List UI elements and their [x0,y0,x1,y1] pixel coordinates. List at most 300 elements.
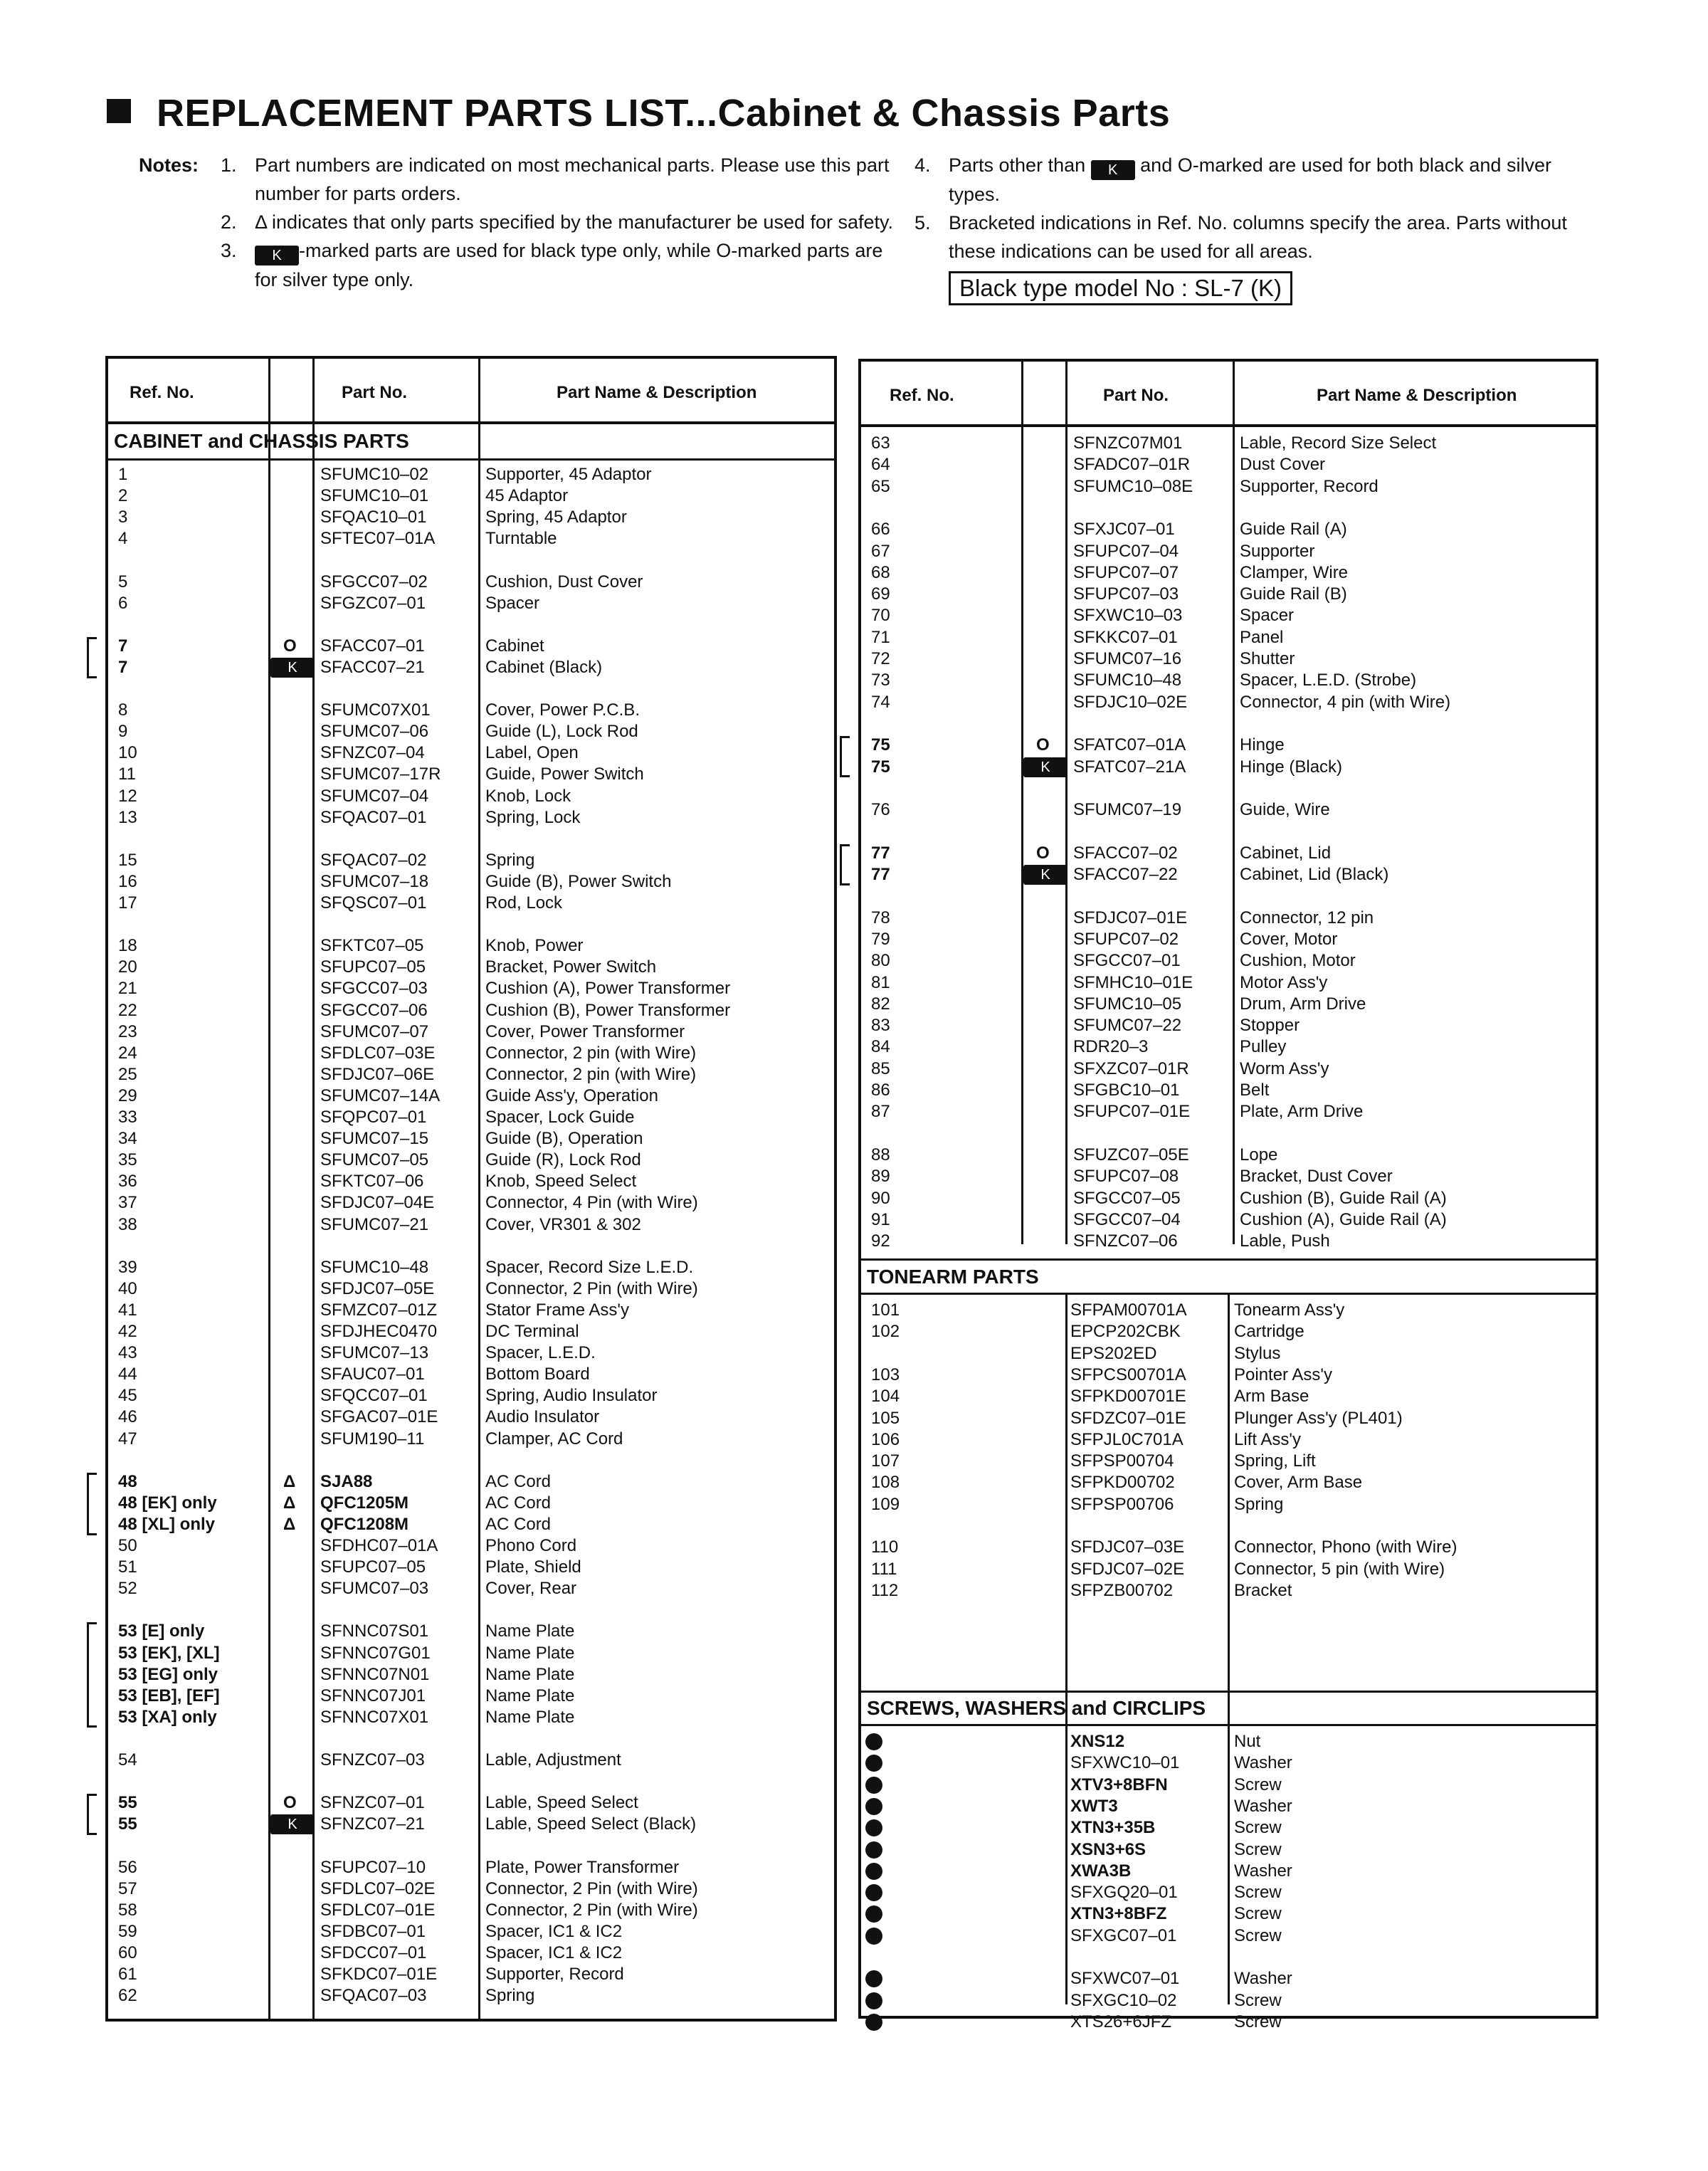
group-bracket [87,637,97,678]
black-type-mark-icon: K [1023,865,1068,885]
part-description: Rod, Lock [485,893,563,913]
table-row [861,670,1596,691]
part-number: XWT3 [1070,1796,1118,1816]
part-description: Bracket [1234,1580,1292,1600]
table-row [108,1814,834,1835]
ref-number: 53 [E] only [118,1621,205,1641]
table-row [108,1750,834,1771]
part-number: SFUMC07–16 [1073,649,1182,668]
table-row [108,721,834,742]
ref-number: 40 [118,1278,137,1298]
ref-number: 18 [118,936,137,956]
part-number: SFQAC07–03 [320,1986,427,2006]
table-row [108,742,834,764]
part-description: Name Plate [485,1621,575,1641]
table-row [861,799,1596,821]
group-bracket [87,1622,97,1728]
part-number: SFPCS00701A [1070,1365,1186,1384]
table-row [108,464,834,485]
table-row [861,1559,1596,1580]
table-row [108,786,834,807]
part-description: Phono Cord [485,1536,577,1555]
part-number: SFGCC07–02 [320,572,428,592]
part-number: SFACC07–02 [1073,843,1178,863]
part-number: SFMHC10–01E [1073,972,1193,992]
note-3: 3. K -marked parts are used for black type only, while O-marked parts are for silver type only. [221,240,883,290]
table-row [861,1775,1596,1796]
table-row [108,593,834,614]
ref-number: 42 [118,1322,137,1341]
ref-number: 21 [118,979,137,999]
part-number: SFPAM00701A [1070,1300,1187,1320]
ref-number: 106 [871,1429,900,1449]
ref-number: 77 [871,865,890,884]
ref-number: 69 [871,584,890,604]
part-description: Lable, Adjustment [485,1750,621,1770]
table-row [861,1537,1596,1558]
part-number: SFUPC07–07 [1073,562,1179,582]
part-description: Clamper, Wire [1240,562,1349,582]
table-row [861,1166,1596,1187]
header-desc: Part Name & Description [557,383,757,402]
section-divider [861,1691,1596,1693]
ref-number: 8 [118,700,128,720]
ref-number: 20 [118,957,137,977]
part-number: SFACC07–22 [1073,865,1178,884]
ref-number: 80 [871,951,890,971]
part-description: Connector, 4 pin (with Wire) [1240,692,1451,712]
part-description: Bracket, Dust Cover [1240,1167,1393,1187]
part-description: Bracket, Power Switch [485,957,657,977]
table-row [861,648,1596,670]
table-row [861,1903,1596,1925]
ref-number: 103 [871,1365,900,1384]
ref-number: 48 [XL] only [118,1514,216,1534]
table-row [861,692,1596,713]
note-1: 1. Part numbers are indicated on most mechanical parts. Please use this part number for parts orders. [221,154,890,204]
part-number: SFKTC07–05 [320,936,424,956]
ref-number: 63 [871,433,890,453]
table-row [108,485,834,507]
table-row [108,1643,834,1664]
part-description: Plate, Power Transformer [485,1857,680,1877]
part-description: Panel [1240,627,1284,647]
header-ref: Ref. No. [130,383,194,402]
part-description: Cover, Motor [1240,929,1338,949]
ref-number: 9 [118,722,128,742]
part-number: SFNZC07–01 [320,1793,425,1813]
part-description: Cushion, Motor [1240,951,1356,971]
part-number: SFUMC10–01 [320,486,429,506]
ref-number: 109 [871,1494,900,1514]
part-number: EPCP202CBK [1070,1322,1181,1342]
table-row [108,957,834,978]
ref-number: 111 [871,1559,897,1579]
right-parts-table [858,359,1598,2031]
part-description: Washer [1234,1861,1292,1881]
part-number: SFDCC07–01 [320,1943,427,1962]
part-number: SFUMC07X01 [320,700,431,720]
ref-number: 1 [118,465,128,484]
part-number: SFDJC07–01E [1073,908,1188,927]
part-description: Pointer Ass'y [1234,1365,1332,1384]
part-description: Spacer, L.E.D. (Strobe) [1240,671,1417,690]
ref-number: 35 [118,1150,137,1170]
part-description: Cover, Power Transformer [485,1021,685,1041]
part-number: SFUMC07–07 [320,1021,429,1041]
table-row [108,1535,834,1557]
part-number: SFMZC07–01Z [320,1300,438,1320]
part-description: Guide Rail (A) [1240,520,1347,540]
part-description: Hinge (Black) [1240,757,1343,777]
part-description: Cover, Power P.C.B. [485,700,640,720]
table-row [108,871,834,893]
header-ref: Ref. No. [890,386,954,405]
screw-bullet-icon [865,1733,882,1750]
table-row [108,1321,834,1342]
part-number: SFXGC07–01 [1070,1925,1177,1945]
part-description: Knob, Power [485,936,584,956]
ref-number: 89 [871,1167,890,1187]
part-description: Connector, 2 pin (with Wire) [485,1064,697,1084]
part-description: Spring [1234,1494,1284,1514]
part-description: Motor Ass'y [1240,972,1328,992]
table-row [108,1300,834,1321]
table-row [861,1101,1596,1123]
part-number: SFPJL0C701A [1070,1429,1184,1449]
ref-number: 15 [118,850,137,870]
table-row [861,1015,1596,1036]
table-row [108,764,834,785]
ref-number: 90 [871,1188,890,1208]
part-description: Spacer, IC1 & IC2 [485,1943,623,1962]
part-number: SFKTC07–06 [320,1172,424,1192]
part-number: SFXWC10–01 [1070,1753,1180,1773]
ref-number: 102 [871,1322,900,1342]
part-description: Plunger Ass'y (PL401) [1234,1408,1403,1428]
notes-left [139,151,900,294]
table-row [108,807,834,829]
part-description: Supporter [1240,541,1315,561]
part-description: Spacer [1240,606,1295,626]
table-row [861,1580,1596,1602]
ref-number: 61 [118,1965,137,1984]
part-description: Cover, Rear [485,1579,577,1599]
ref-number: 56 [118,1857,137,1877]
screw-bullet-icon [865,1863,882,1880]
table-row [108,1214,834,1236]
model-number-box: Black type model No : SL-7 (K) [949,271,1292,305]
part-number: SFDJC07–02E [1070,1559,1185,1579]
part-number: SFDLC07–01E [320,1900,436,1920]
part-number: SFACC07–21 [320,657,425,677]
part-description: Lable, Record Size Select [1240,433,1437,453]
table-row [861,562,1596,584]
part-number: SFUPC07–02 [1073,929,1179,949]
part-number: SFNZC07–06 [1073,1231,1178,1251]
part-description: Name Plate [485,1686,575,1705]
screw-bullet-icon [865,1755,882,1772]
ref-number: 36 [118,1172,137,1192]
part-description: Spacer, Lock Guide [485,1108,635,1127]
part-number: SFQAC07–02 [320,850,427,870]
part-number: XWA3B [1070,1861,1132,1881]
group-bracket [840,736,850,777]
part-number: SFUMC07–05 [320,1150,429,1170]
part-number: SFUMC10–08E [1073,476,1193,496]
part-description: Connector, 5 pin (with Wire) [1234,1559,1445,1579]
part-description: Name Plate [485,1664,575,1684]
ref-number: 7 [118,657,128,677]
ref-number: 47 [118,1429,137,1449]
part-description: Cushion (A), Guide Rail (A) [1240,1209,1447,1229]
part-description: Cabinet, Lid (Black) [1240,865,1389,884]
part-description: Connector, 2 Pin (with Wire) [485,1878,698,1898]
part-description: Stator Frame Ass'y [485,1300,629,1320]
part-description: Cushion, Dust Cover [485,572,643,592]
header-desc: Part Name & Description [1317,386,1517,405]
part-description: Clamper, AC Cord [485,1429,623,1449]
table-row [108,700,834,721]
part-description: Spacer, Record Size L.E.D. [485,1257,694,1277]
table-row [108,636,834,657]
part-number: SFUMC10–05 [1073,994,1182,1014]
part-number: SFXGQ20–01 [1070,1883,1178,1903]
part-number: SFQPC07–01 [320,1108,427,1127]
silver-type-mark-icon: O [283,636,297,656]
ref-number: 6 [118,593,128,613]
ref-number: 112 [871,1580,899,1600]
part-number: SFACC07–01 [320,636,425,656]
part-description: Supporter, Record [485,1965,624,1984]
table-row [108,1257,834,1278]
part-number: SFUMC07–19 [1073,800,1182,820]
ref-number: 43 [118,1343,137,1363]
part-description: Cabinet, Lid [1240,843,1332,863]
table-row [861,1408,1596,1429]
table-row [861,1472,1596,1493]
part-number: SFUMC07–21 [320,1214,429,1234]
part-description: Arm Base [1234,1387,1309,1407]
part-description: Guide (B), Power Switch [485,871,672,891]
part-description: Screw [1234,1883,1282,1903]
table-row [108,507,834,528]
table-row [861,1300,1596,1321]
ref-number: 107 [871,1451,900,1471]
table-row [861,1386,1596,1407]
ref-number: 82 [871,994,890,1014]
table-row [108,1514,834,1535]
part-description: AC Cord [485,1493,552,1513]
part-description: Lope [1240,1145,1278,1165]
part-number: SFQCC07–01 [320,1386,428,1406]
part-number: SFQSC07–01 [320,893,427,913]
part-number: SFDZC07–01E [1070,1408,1186,1428]
part-number: SFXWC07–01 [1070,1969,1180,1989]
section-divider [861,1258,1596,1261]
ref-number: 50 [118,1536,137,1555]
table-row [861,972,1596,994]
table-row [108,1943,834,1964]
table-row [108,528,834,550]
part-description: Lable, Speed Select [485,1793,638,1813]
part-description: Connector, 12 pin [1240,908,1374,927]
section-cabinet-chassis: CABINET and CHASSIS PARTS [114,430,409,452]
table-row [861,519,1596,540]
part-number: SFGBC10–01 [1073,1081,1180,1100]
table-row [861,1145,1596,1166]
part-number: RDR20–3 [1073,1037,1149,1057]
part-number: QFC1205M [320,1493,409,1513]
part-number: SFPSP00706 [1070,1494,1174,1514]
note-2: 2. Δ indicates that only parts specified by the manufacturer be used for safety. [221,211,894,233]
part-description: 45 Adaptor [485,486,569,506]
table-row [861,1058,1596,1080]
ref-number: 37 [118,1193,137,1213]
part-number: SJA88 [320,1471,373,1491]
table-row [108,1707,834,1728]
table-row [108,978,834,999]
black-type-mark-icon: K [1023,757,1068,777]
table-row [861,1882,1596,1903]
part-description: Screw [1234,1839,1282,1859]
part-number: SFAUC07–01 [320,1365,425,1384]
table-row [108,1128,834,1150]
part-number: SFXWC10–03 [1073,606,1183,626]
part-description: Washer [1234,1969,1292,1989]
screw-bullet-icon [865,1798,882,1815]
part-number: SFQAC07–01 [320,807,427,827]
ref-number: 77 [871,843,890,863]
part-number: SFDLC07–03E [320,1043,436,1063]
ref-number: 70 [871,606,890,626]
table-row [861,1796,1596,1817]
table-row [861,1188,1596,1209]
part-number: SFGCC07–01 [1073,951,1181,971]
screw-bullet-icon [865,1970,882,1987]
part-number: SFGCC07–06 [320,1000,428,1020]
table-row [861,1494,1596,1515]
part-description: Cartridge [1234,1322,1304,1342]
section-divider [861,1724,1596,1726]
part-description: Cover, Arm Base [1234,1473,1363,1493]
table-row [108,1342,834,1364]
ref-number: 3 [118,508,128,527]
ref-number: 83 [871,1016,890,1036]
part-description: Spacer [485,593,540,613]
part-description: Knob, Speed Select [485,1172,637,1192]
table-row [108,1878,834,1900]
part-number: SFDJC07–05E [320,1278,435,1298]
table-row [861,476,1596,498]
screw-bullet-icon [865,1884,882,1901]
part-number: SFATC07–01A [1073,735,1186,755]
part-number: XTS26+6JFZ [1070,2012,1172,2031]
part-description: Cover, VR301 & 302 [485,1214,641,1234]
part-number: XNS12 [1070,1732,1125,1751]
part-number: QFC1208M [320,1514,409,1534]
part-description: Hinge [1240,735,1285,755]
ref-number: 11 [118,764,136,784]
ref-number: 12 [118,786,137,806]
ref-number: 25 [118,1064,137,1084]
ref-number: 41 [118,1300,137,1320]
ref-number: 62 [118,1986,137,2006]
part-description: Spacer, L.E.D. [485,1343,596,1363]
ref-number: 33 [118,1108,137,1127]
part-number: SFUMC07–17R [320,764,441,784]
ref-number: 24 [118,1043,137,1063]
ref-number: 87 [871,1102,890,1122]
screw-bullet-icon [865,1841,882,1859]
part-number: SFUMC10–02 [320,465,429,484]
ref-number: 75 [871,735,890,755]
header-part: Part No. [342,383,408,402]
part-description: Connector, Phono (with Wire) [1234,1537,1457,1557]
table-header [861,362,1596,427]
part-number: SFPZB00702 [1070,1580,1174,1600]
ref-number: 38 [118,1214,137,1234]
part-number: SFUZC07–05E [1073,1145,1189,1165]
ref-number: 57 [118,1878,137,1898]
part-description: DC Terminal [485,1322,579,1341]
part-number: SFDLC07–02E [320,1878,436,1898]
ref-number: 45 [118,1386,137,1406]
note-5: 5. Bracketed indications in Ref. No. columns specify the area. Parts without these indications can be used for all areas. [914,212,1567,262]
table-row [108,1364,834,1385]
table-row [108,1621,834,1642]
part-number: SFUPC07–01E [1073,1102,1191,1122]
part-description: Stylus [1234,1343,1281,1363]
part-number: SFUMC07–18 [320,871,429,891]
ref-number: 71 [871,627,890,647]
ref-number: 16 [118,871,137,891]
safety-mark-icon: Δ [283,1471,296,1491]
note-4: 4. Parts other than K and O-marked are used for both black and silver types. [914,154,1551,205]
part-description: Shutter [1240,649,1295,668]
part-number: SFUPC07–10 [320,1857,426,1877]
part-number: SFNNC07S01 [320,1621,429,1641]
ref-number: 76 [871,800,890,820]
section-divider [108,458,834,461]
ref-number: 75 [871,757,890,777]
ref-number: 68 [871,562,890,582]
table-row [861,1321,1596,1342]
part-description: Drum, Arm Drive [1240,994,1366,1014]
table-row [861,757,1596,778]
part-description: Guide Ass'y, Operation [485,1086,658,1105]
part-description: Guide (L), Lock Rod [485,722,638,742]
part-number: SFUMC07–06 [320,722,429,742]
ref-number: 13 [118,807,137,827]
table-row [108,1000,834,1021]
part-description: Connector, 2 Pin (with Wire) [485,1278,698,1298]
table-row [861,1231,1596,1252]
part-description: Cushion (B), Power Transformer [485,1000,731,1020]
part-number: SFGCC07–05 [1073,1188,1181,1208]
ref-number: 86 [871,1081,890,1100]
part-description: Spacer, IC1 & IC2 [485,1921,623,1941]
part-description: Belt [1240,1081,1270,1100]
part-description: Plate, Arm Drive [1240,1102,1364,1122]
part-number: SFNNC07G01 [320,1643,431,1663]
part-description: Screw [1234,1925,1282,1945]
ref-number: 4 [118,529,128,549]
ref-number: 46 [118,1407,137,1427]
left-parts-table [105,356,837,2022]
part-description: Spring [485,1986,535,2006]
ref-number: 91 [871,1209,890,1229]
